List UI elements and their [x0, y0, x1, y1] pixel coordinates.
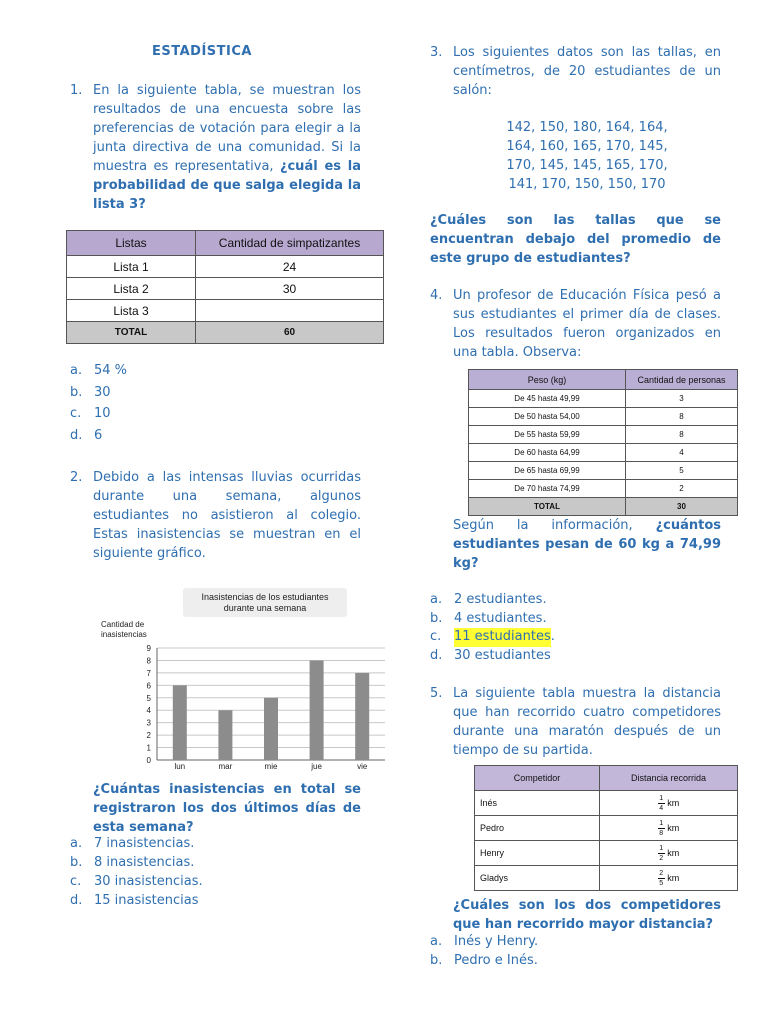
table-row — [67, 300, 384, 322]
y-axis-label: Cantidad de — [101, 620, 145, 629]
option-item[interactable] — [70, 360, 350, 382]
option-text: 4 estudiantes. — [454, 610, 547, 626]
x-tick-label: vie — [357, 762, 368, 771]
question-4-question: ¿cuántos estudiantes pesan de 60 kg a 74,99 kg? — [453, 518, 721, 571]
table-cell — [600, 791, 738, 816]
y-tick-label: 1 — [146, 743, 151, 753]
option-text: Inés y Henry. — [454, 934, 539, 949]
table-cell: De 65 hasta 69,99 — [469, 462, 626, 480]
question-2-number: 2. — [70, 470, 83, 485]
option-item[interactable] — [430, 591, 710, 610]
option-text: 15 inasistencias — [94, 893, 199, 908]
bar-mar — [218, 710, 232, 760]
table-row — [469, 462, 738, 480]
table-cell: 8 — [626, 408, 738, 426]
y-tick-label: 3 — [146, 718, 151, 728]
unit-label: km — [667, 872, 680, 883]
question-5-number: 5. — [430, 686, 443, 701]
table-cell: Pedro — [475, 816, 600, 841]
option-letter: a. — [70, 363, 83, 378]
option-letter: b. — [70, 384, 83, 400]
option-text: 10 — [94, 406, 111, 421]
distance-table — [474, 765, 738, 891]
option-text: 7 inasistencias. — [94, 836, 195, 851]
table-cell — [600, 866, 738, 891]
table-cell — [600, 841, 738, 866]
fraction — [658, 820, 665, 837]
fraction-denominator: 8 — [659, 829, 664, 837]
table-cell: Lista 2 — [67, 278, 196, 300]
question-1-prompt: ¿cuál es la probabilidad de que salga elegida la lista 3? — [93, 159, 361, 212]
option-letter: c. — [70, 874, 82, 889]
votes-table-header: Listas — [67, 231, 196, 256]
votes-table-header: Cantidad de simpatizantes — [196, 231, 384, 256]
option-item[interactable] — [430, 951, 710, 970]
question-1-options — [70, 360, 350, 446]
option-text: 8 inasistencias. — [94, 855, 195, 870]
weights-table — [468, 369, 738, 516]
table-cell: De 45 hasta 49,99 — [469, 390, 626, 408]
table-row — [475, 791, 738, 816]
question-5-prompt: ¿Cuáles son los dos competidores que han recorrido mayor distancia? — [453, 898, 721, 932]
unit-label: km — [667, 822, 680, 833]
option-item[interactable] — [70, 403, 350, 425]
y-tick-label: 5 — [146, 693, 151, 703]
fraction — [658, 845, 665, 862]
fraction-denominator: 5 — [659, 879, 664, 887]
table-cell: TOTAL — [67, 322, 196, 344]
option-letter: a. — [430, 592, 443, 607]
option-item[interactable] — [70, 891, 350, 910]
table-cell: De 50 hasta 54,00 — [469, 408, 626, 426]
table-cell: 30 — [626, 498, 738, 516]
distance-table-header: Distancia recorrida — [600, 766, 738, 791]
option-letter: b. — [430, 610, 443, 626]
highlighted-answer: 11 estudiantes — [454, 628, 551, 647]
y-tick-label: 2 — [146, 731, 151, 741]
table-cell: TOTAL — [469, 498, 626, 516]
option-letter: a. — [70, 836, 83, 851]
question-1-number: 1. — [70, 83, 83, 98]
chart-title: durante una semana — [223, 603, 307, 613]
question-4-prompt — [453, 516, 721, 573]
y-tick-label: 7 — [146, 668, 151, 678]
table-row — [475, 866, 738, 891]
question-4-pre: Según la información, — [453, 518, 656, 533]
question-4-text: Un profesor de Educación Física pesó a sus estudiantes el primer día de clases. Los resultados fueron organizados en una tabla. Observa: — [453, 288, 721, 360]
bar-vie — [355, 673, 369, 760]
option-letter: a. — [430, 934, 443, 949]
heights-data-line: 170, 145, 145, 165, 170, — [506, 158, 668, 173]
option-item[interactable] — [70, 834, 350, 853]
page-title: ESTADÍSTICA — [152, 44, 252, 59]
heights-data-line: 164, 160, 165, 170, 145, — [506, 139, 668, 154]
table-cell: 60 — [196, 322, 384, 344]
table-row — [469, 408, 738, 426]
option-item[interactable] — [430, 610, 710, 629]
y-tick-label: 9 — [146, 644, 151, 653]
table-cell: 8 — [626, 426, 738, 444]
fraction — [658, 795, 665, 812]
option-text: 2 estudiantes. — [454, 592, 547, 607]
option-item[interactable] — [430, 647, 710, 666]
table-cell: 2 — [626, 480, 738, 498]
option-text: 54 % — [94, 363, 128, 378]
option-text: 6 — [94, 427, 103, 443]
question-1-text — [93, 81, 361, 214]
x-tick-label: mar — [218, 762, 233, 771]
table-cell: Inés — [475, 791, 600, 816]
option-text: 30 inasistencias. — [94, 874, 203, 889]
table-cell — [600, 816, 738, 841]
option-letter: d. — [70, 893, 83, 908]
unit-label: km — [667, 797, 680, 808]
question-1-statement: En la siguiente tabla, se muestran los resultados de una encuesta sobre las preferencias de votación para elegir a la junta directiva de una comunidad. Si la muestra es representativa, — [93, 83, 361, 174]
table-row — [469, 390, 738, 408]
y-tick-label: 0 — [146, 756, 151, 765]
y-tick-label: 6 — [146, 681, 151, 691]
fraction-denominator: 4 — [659, 804, 664, 812]
x-tick-label: lun — [174, 762, 186, 771]
absences-bar-chart — [95, 585, 395, 775]
option-text: 30 estudiantes — [454, 647, 551, 663]
fraction — [658, 870, 665, 887]
question-2-prompt: ¿Cuántas inasistencias en total se registraron los dos últimos días de esta semana? — [93, 782, 361, 835]
question-4-options — [430, 591, 710, 665]
table-cell: 3 — [626, 390, 738, 408]
option-text: 30 — [94, 384, 111, 400]
table-cell: Gladys — [475, 866, 600, 891]
option-letter: b. — [70, 855, 83, 870]
fraction-denominator: 2 — [659, 854, 664, 862]
table-total-row — [67, 322, 384, 344]
question-2-options — [70, 834, 350, 910]
option-text-suffix: . — [550, 629, 555, 644]
option-letter: d. — [70, 427, 83, 443]
bar-jue — [310, 660, 324, 760]
heights-data — [453, 118, 721, 194]
option-item[interactable] — [70, 425, 350, 447]
weights-table-header: Peso (kg) — [469, 370, 626, 390]
table-cell: De 70 hasta 74,99 — [469, 480, 626, 498]
table-row — [469, 480, 738, 498]
bar-lun — [173, 685, 187, 760]
table-cell: 5 — [626, 462, 738, 480]
option-letter: b. — [430, 953, 443, 968]
question-3-prompt: ¿Cuáles son las tallas que se encuentran debajo del promedio de este grupo de estudiantes? — [430, 213, 721, 266]
table-row — [475, 816, 738, 841]
option-item[interactable] — [430, 628, 710, 647]
question-3-text: Los siguientes datos son las tallas, en centímetros, de 20 estudiantes de un salón: — [453, 45, 721, 98]
table-cell: Lista 3 — [67, 300, 196, 322]
unit-label: km — [667, 847, 680, 858]
option-item[interactable] — [70, 872, 350, 891]
y-axis-label: inasistencias — [101, 630, 147, 639]
x-tick-label: mie — [264, 762, 278, 771]
table-row — [67, 256, 384, 278]
question-2-text: Debido a las intensas lluvias ocurridas durante una semana, algunos estudiantes no asistieron al colegio. Estas inasistencias se muestran en el siguiente gráfico. — [93, 470, 361, 561]
x-tick-label: jue — [311, 762, 322, 771]
votes-table — [66, 230, 384, 344]
table-cell: Lista 1 — [67, 256, 196, 278]
table-row — [469, 426, 738, 444]
table-cell: 24 — [196, 256, 384, 278]
option-letter: c. — [430, 629, 442, 644]
option-item[interactable] — [70, 382, 350, 404]
table-row — [475, 841, 738, 866]
table-cell: 30 — [196, 278, 384, 300]
fraction-numerator: 1 — [659, 819, 664, 827]
chart-title: Inasistencias de los estudiantes — [201, 592, 329, 602]
table-row — [469, 444, 738, 462]
fraction-numerator: 1 — [659, 794, 664, 802]
question-4-number: 4. — [430, 288, 443, 303]
fraction-numerator: 1 — [659, 844, 664, 852]
question-3-number: 3. — [430, 45, 443, 60]
y-tick-label: 4 — [146, 706, 151, 716]
bar-mie — [264, 698, 278, 760]
heights-data-line: 141, 170, 150, 150, 170 — [508, 177, 666, 192]
table-total-row — [469, 498, 738, 516]
table-row — [67, 278, 384, 300]
fraction-numerator: 2 — [659, 869, 664, 877]
option-item[interactable] — [70, 853, 350, 872]
option-letter: d. — [430, 647, 443, 663]
option-item[interactable] — [430, 932, 710, 951]
question-5-options — [430, 932, 710, 970]
table-cell: De 55 hasta 59,99 — [469, 426, 626, 444]
heights-data-line: 142, 150, 180, 164, 164, — [506, 120, 668, 135]
question-5-text: La siguiente tabla muestra la distancia que han recorrido cuatro competidores durante una maratón después de un tiempo de su partida. — [453, 686, 721, 758]
table-cell — [196, 300, 384, 322]
table-cell: Henry — [475, 841, 600, 866]
option-text: Pedro e Inés. — [454, 953, 538, 968]
distance-table-header: Competidor — [475, 766, 600, 791]
option-letter: c. — [70, 406, 82, 421]
weights-table-header: Cantidad de personas — [626, 370, 738, 390]
y-tick-label: 8 — [146, 656, 151, 666]
table-cell: De 60 hasta 64,99 — [469, 444, 626, 462]
table-cell: 4 — [626, 444, 738, 462]
